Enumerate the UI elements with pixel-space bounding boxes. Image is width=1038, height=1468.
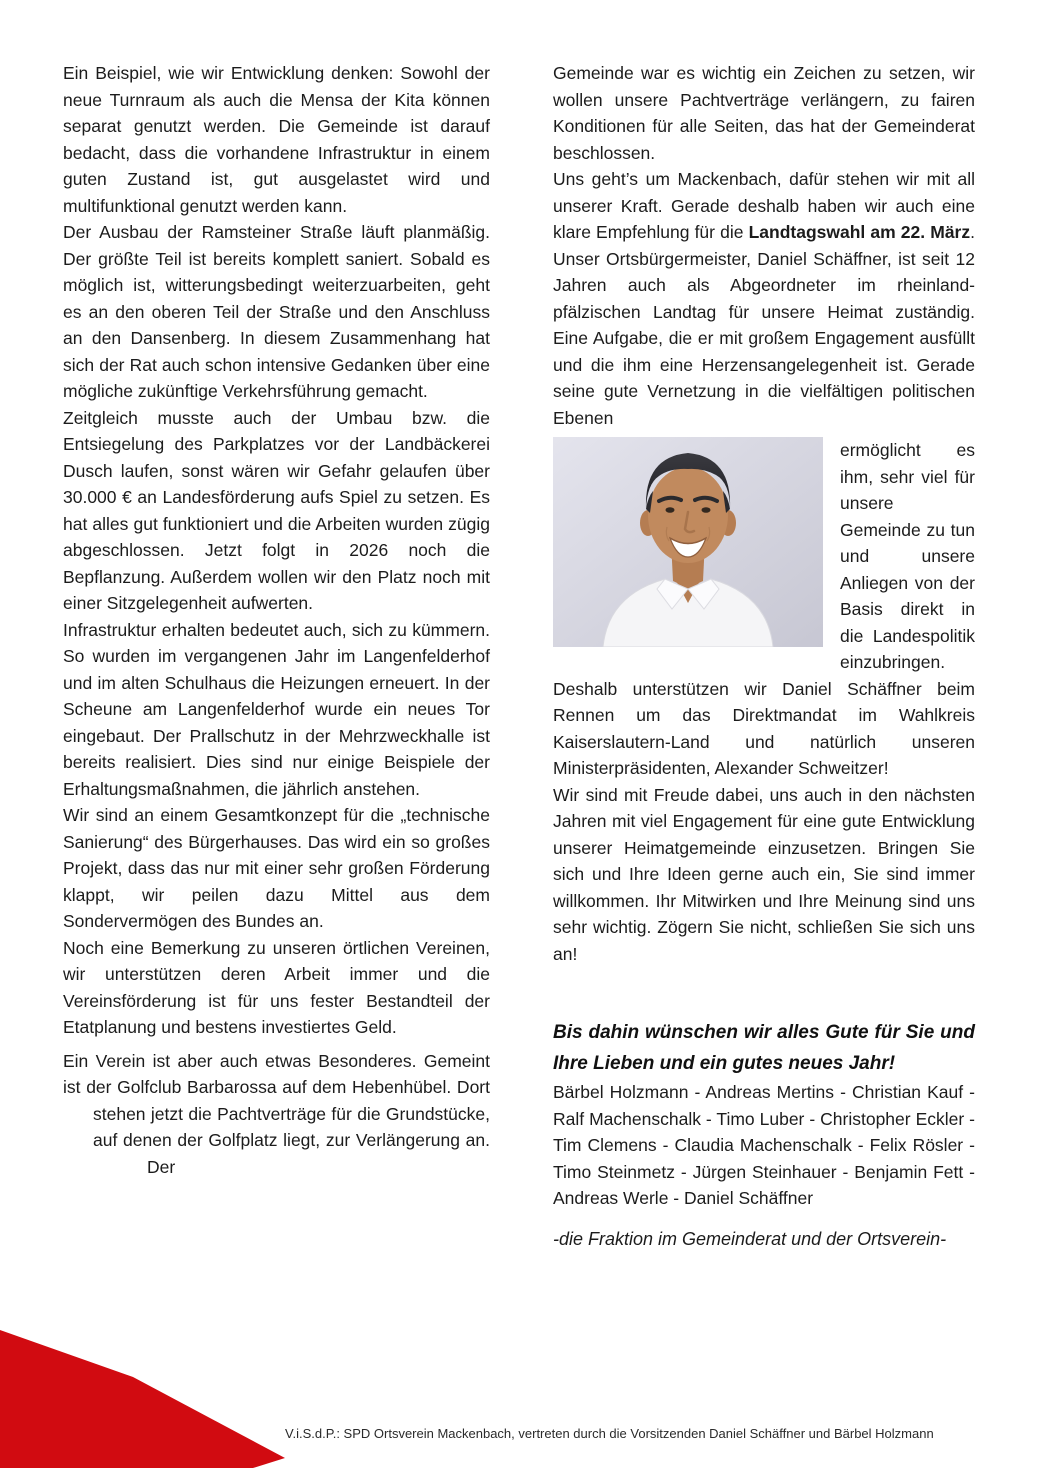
wedge-text-spacer-2 (63, 1127, 93, 1154)
landtagswahl-text-after: . Unser Ortsbürgermeister, Daniel Schäffner, ist seit 12 Jahren auch als Abgeordneter im rheinland-pfälzischen Landtag für unsere Heimat zuständig. Eine Aufgabe, die er mit großem Engagement ausfüllt und die ihm eine Herzensangelegenheit ist. Gerade seine gute Vernetzung in die vielfältigen politischen Ebenen (553, 222, 975, 428)
paragraph-vereinsfoerderung: Noch eine Bemerkung zu unseren örtlichen Vereinen, wir unterstützen deren Arbeit immer und die Vereinsförderung ist für uns fester Bestandteil der Etatplanung und bestens investiertes Geld. (63, 937, 490, 1037)
red-wedge-decoration (0, 1328, 290, 1468)
paragraph-pachtvertraege: Gemeinde war es wichtig ein Zeichen zu setzen, wir wollen unsere Pachtverträge verlängern, zu fairen Konditionen für alle Seiten, das hat der Gemeinderat beschlossen. (553, 63, 975, 163)
wedge-text-spacer-3 (63, 1154, 147, 1181)
landtagswahl-bold-date: Landtagswahl am 22. März (748, 222, 971, 242)
paragraph-development-example: Ein Beispiel, wie wir Entwicklung denken: Sowohl der neue Turnraum als auch die Mensa der Kita können separat genutzt werden. Die Gemeinde ist darauf bedacht, dass die vorhandene Infrastruktur in einem guten Zustand ist, gut ausgelastet wird und multifunktional genutzt werden kann. (63, 63, 490, 216)
names-list: Bärbel Holzmann - Andreas Mertins - Christian Kauf - Ralf Machenschalk - Timo Luber - Christopher Eckler - Tim Clemens - Claudia Machenschalk - Felix Rösler - Timo Steinmetz - Jürgen Steinhauer - Benjamin Fett - Andreas Werle - Daniel Schäffner (553, 1082, 975, 1208)
paragraph-landtagswahl (553, 166, 975, 431)
portrait-illustration (553, 437, 823, 647)
signature-fraktion: -die Fraktion im Gemeinderat und der Ortsverein- (553, 1228, 947, 1249)
left-column (63, 60, 490, 1181)
paragraph-golfclub: Ein Verein ist aber auch etwas Besonderes. Gemeint ist der Golfclub Barbarossa auf dem Hebenhübel. Dort stehen jetzt die Pachtverträge für die Grundstücke, auf denen der Golfplatz liegt, zur Verlängerung an. Der (63, 1050, 490, 1177)
paragraph-direktmandat: Deshalb unterstützen wir Daniel Schäffner beim Rennen um das Direktmandat im Wahlkreis Kaiserslautern-Land und natürlich unseren Ministerpräsidenten, Alexander Schweitzer! (553, 678, 975, 778)
paragraph-buergerhaus-sanierung: Wir sind an einem Gesamtkonzept für die „technische Sanierung“ des Bürgerhauses. Das wird ein so großes Projekt, dass das nur mit einer sehr großen Förderung klappt, wir peilen dazu Mittel aus dem Sondervermögen des Bundes an. (63, 805, 490, 931)
photo-side-text: ermöglicht es ihm, sehr viel für unsere Gemeinde zu tun und unsere Anliegen von der Basis direkt in die Landespolitik einzubringen. (840, 440, 975, 672)
paragraph-infrastruktur-erhalt: Infrastruktur erhalten bedeutet auch, sich zu kümmern. So wurden im vergangenen Jahr im Langenfelderhof und im alten Schulhaus die Heizungen erneuert. In der Scheune am Langenfelderhof wurde ein neues Tor eingebaut. Der Prallschutz in der Mehrzweckhalle ist bereits realisiert. Dies sind nur einige Beispiele der Erhaltungsmaßnahmen, die jährlich anstehen. (63, 619, 490, 799)
paragraph-parkplatz-entsiegelung: Zeitgleich musste auch der Umbau bzw. die Entsiegelung des Parkplatzes vor der Landbäckerei Dusch laufen, sonst wären wir Gefahr gelaufen über 30.000 € an Landesförderung aufs Spiel zu setzen. Es hat alles gut funktioniert und die Arbeiten wurden zügig abgeschlossen. Jetzt folgt in 2026 noch die Bepflanzung. Außerdem wollen wir den Platz noch mit einer Sitzgelegenheit aufwerten. (63, 407, 490, 613)
portrait-photo (553, 437, 823, 647)
paragraph-ramsteiner-strasse: Der Ausbau der Ramsteiner Straße läuft planmäßig. Der größte Teil ist bereits komplett saniert. Sobald es möglich ist, witterungsbedingt weiterzuarbeiten, geht es an den oberen Teil der Straße und den Anschluss an den Dansenberg. In diesem Zusammenhang hat sich der Rat auch schon intensive Gedanken über eine mögliche zukünftige Verkehrsführung gemacht. (63, 222, 490, 401)
paragraph-golfclub-wrap (63, 1048, 490, 1181)
right-column (553, 60, 975, 1252)
greeting-wishes: Bis dahin wünschen wir alles Gute für Sie und Ihre Lieben und ein gutes neues Jahr! (553, 1022, 975, 1074)
imprint-footer: V.i.S.d.P.: SPD Ortsverein Mackenbach, vertreten durch die Vorsitzenden Daniel Schäffner und Bärbel Holzmann (285, 1426, 934, 1441)
landtagswahl-text-before: Uns geht’s um Mackenbach, dafür stehen wir mit all unserer Kraft. Gerade deshalb haben wir auch eine klare Empfehlung für die (553, 169, 975, 242)
paragraph-mitwirken: Wir sind mit Freude dabei, uns auch in den nächsten Jahren mit viel Engagement für eine gute Entwicklung unserer Heimatgemeinde einzusetzen. Bringen Sie sich und Ihre Ideen gerne auch ein, Sie sind immer willkommen. Ihr Mitwirken und Ihre Meinung sind uns sehr wichtig. Zögern Sie nicht, schließen Sie sich uns an! (553, 784, 975, 964)
photo-and-wrap-text (553, 437, 975, 676)
